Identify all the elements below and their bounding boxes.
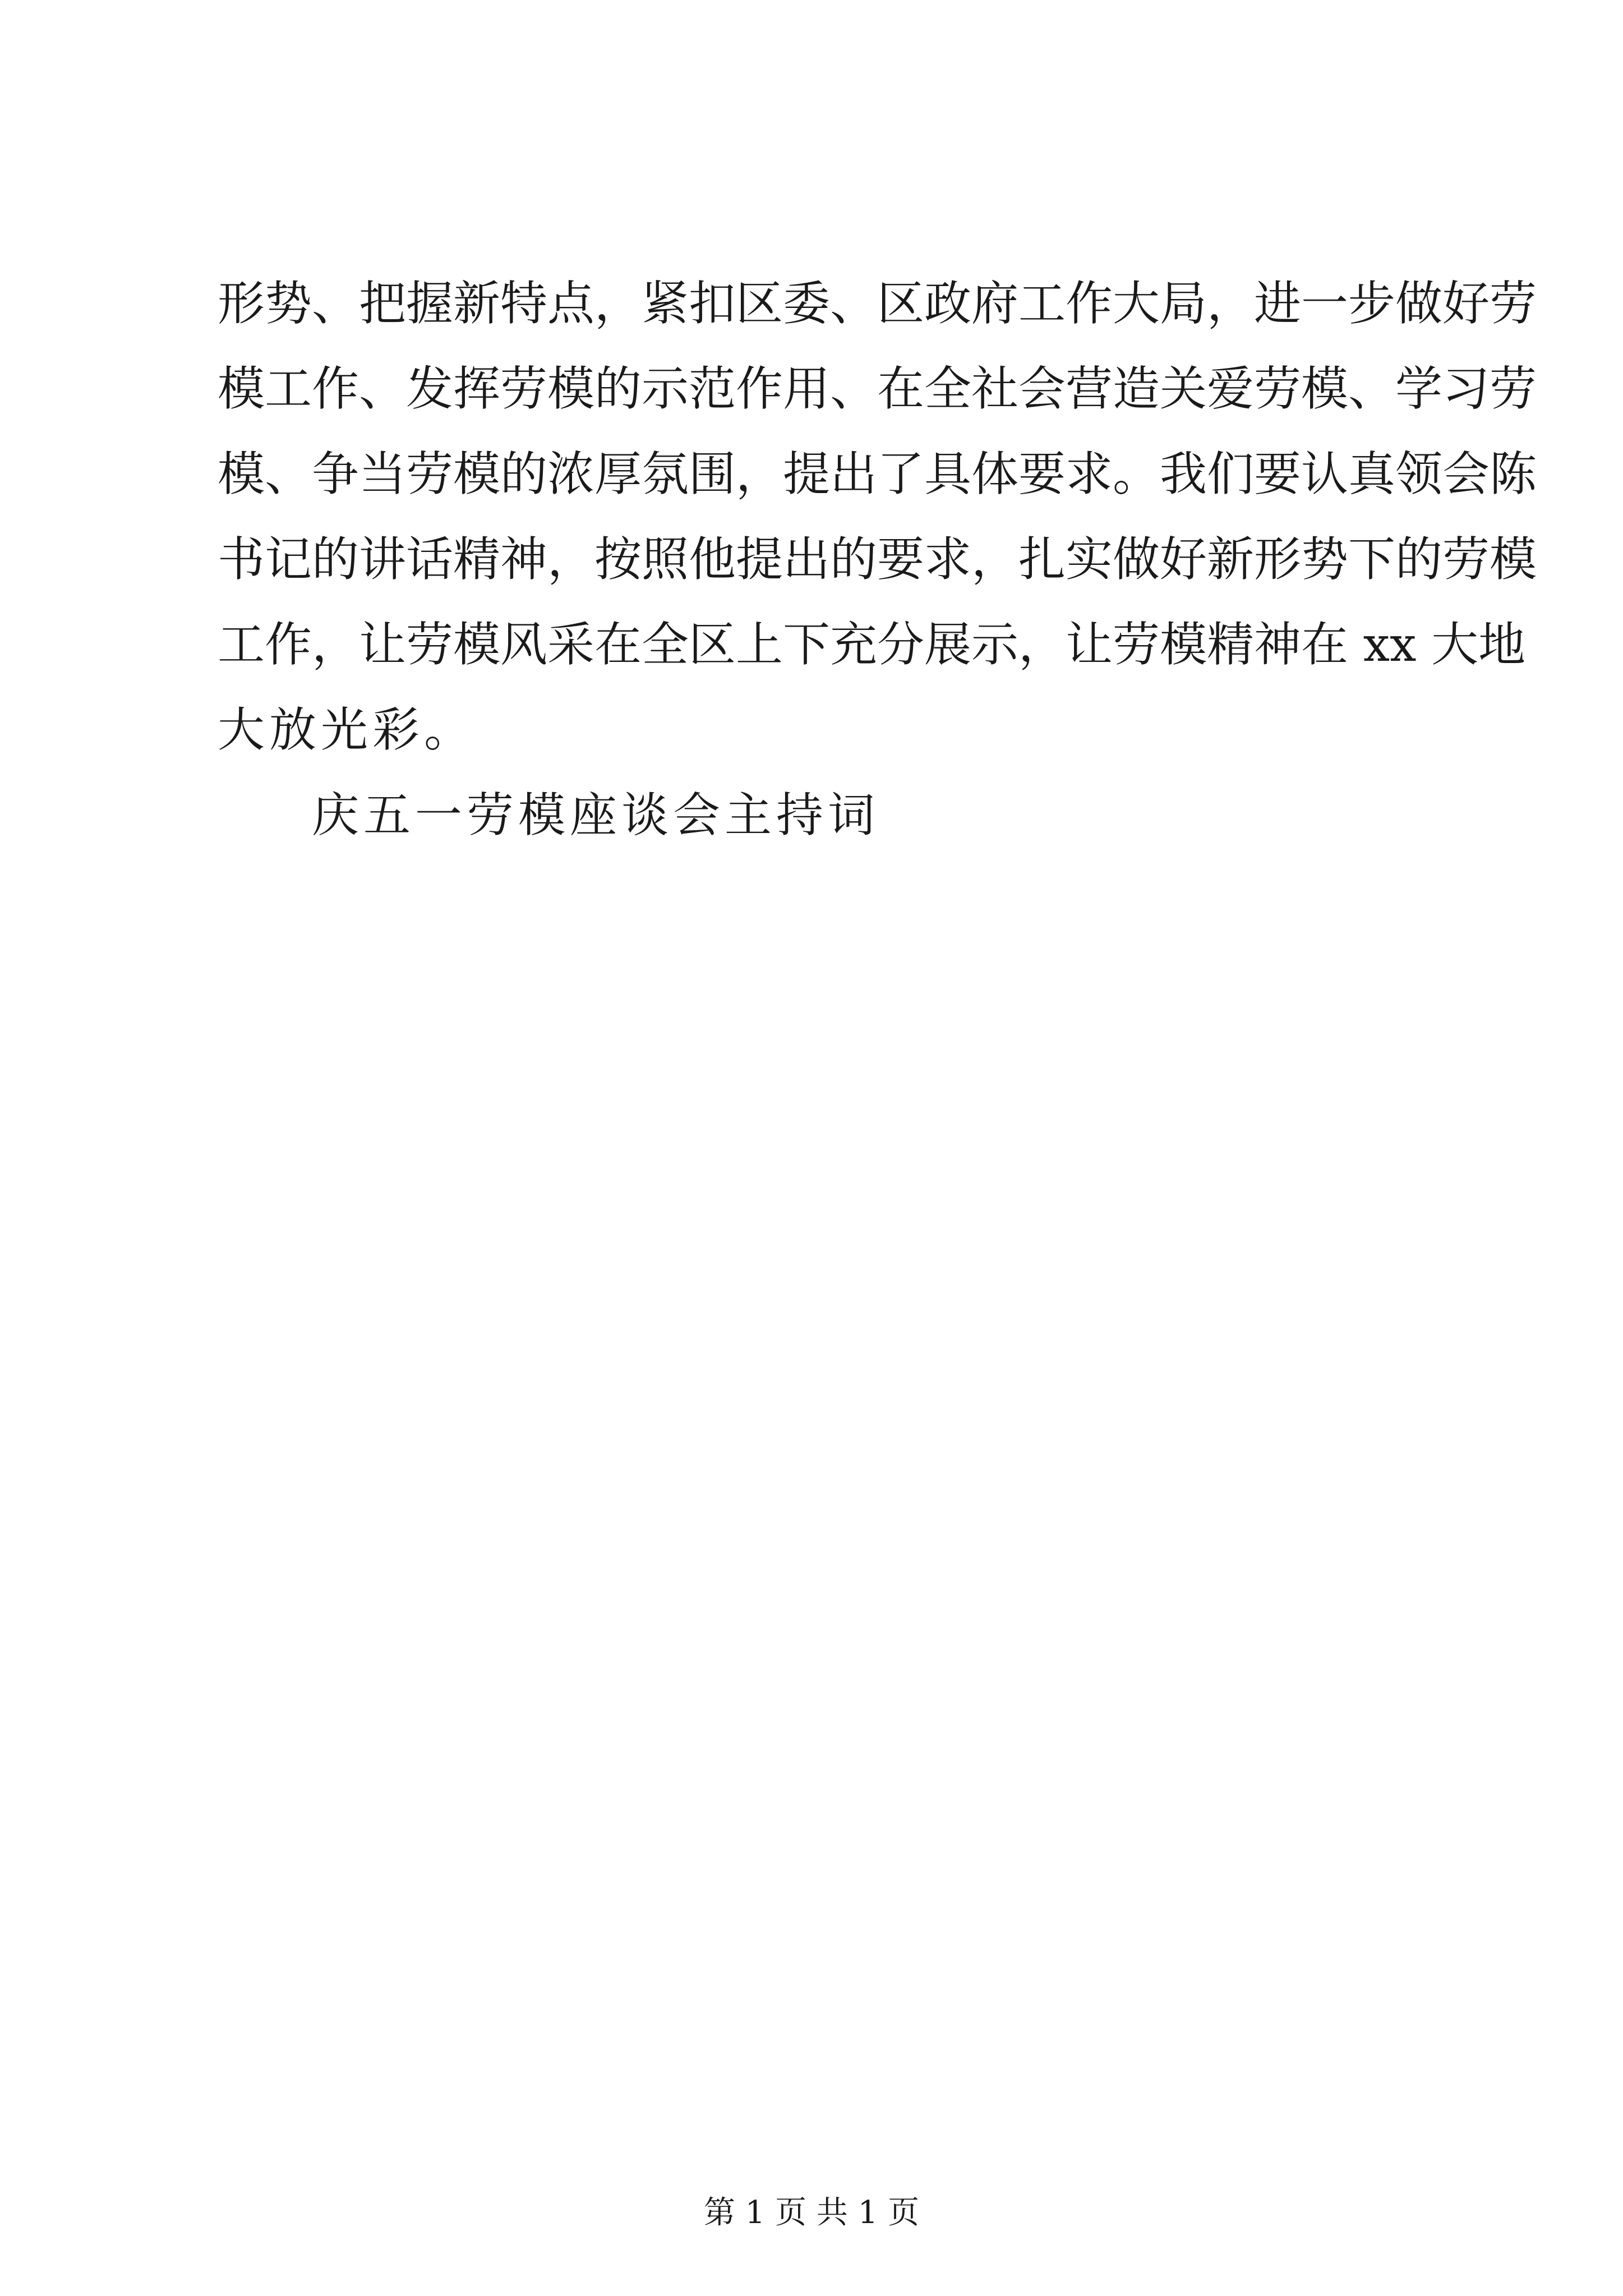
section-heading: 庆五一劳模座谈会主持词: [312, 788, 880, 843]
paragraph-line-1: 形势、把握新特点，紧扣区委、区政府工作大局，进一步做好劳: [218, 276, 1537, 331]
page-footer: 第 1 页 共 1 页: [703, 2194, 920, 2231]
paragraph-line-3: 模、争当劳模的浓厚氛围，提出了具体要求。我们要认真领会陈: [218, 447, 1537, 501]
body-text: [218, 261, 1537, 858]
paragraph-line-2: 模工作、发挥劳模的示范作用、在全社会营造关爱劳模、学习劳: [218, 361, 1537, 416]
paragraph-line-4: 书记的讲话精神，按照他提出的要求，扎实做好新形势下的劳模: [218, 532, 1537, 587]
paragraph-line-6: 大放光彩。: [218, 702, 476, 757]
paragraph-line-5: 工作，让劳模风采在全区上下充分展示，让劳模精神在 xx 大地: [218, 617, 1526, 672]
